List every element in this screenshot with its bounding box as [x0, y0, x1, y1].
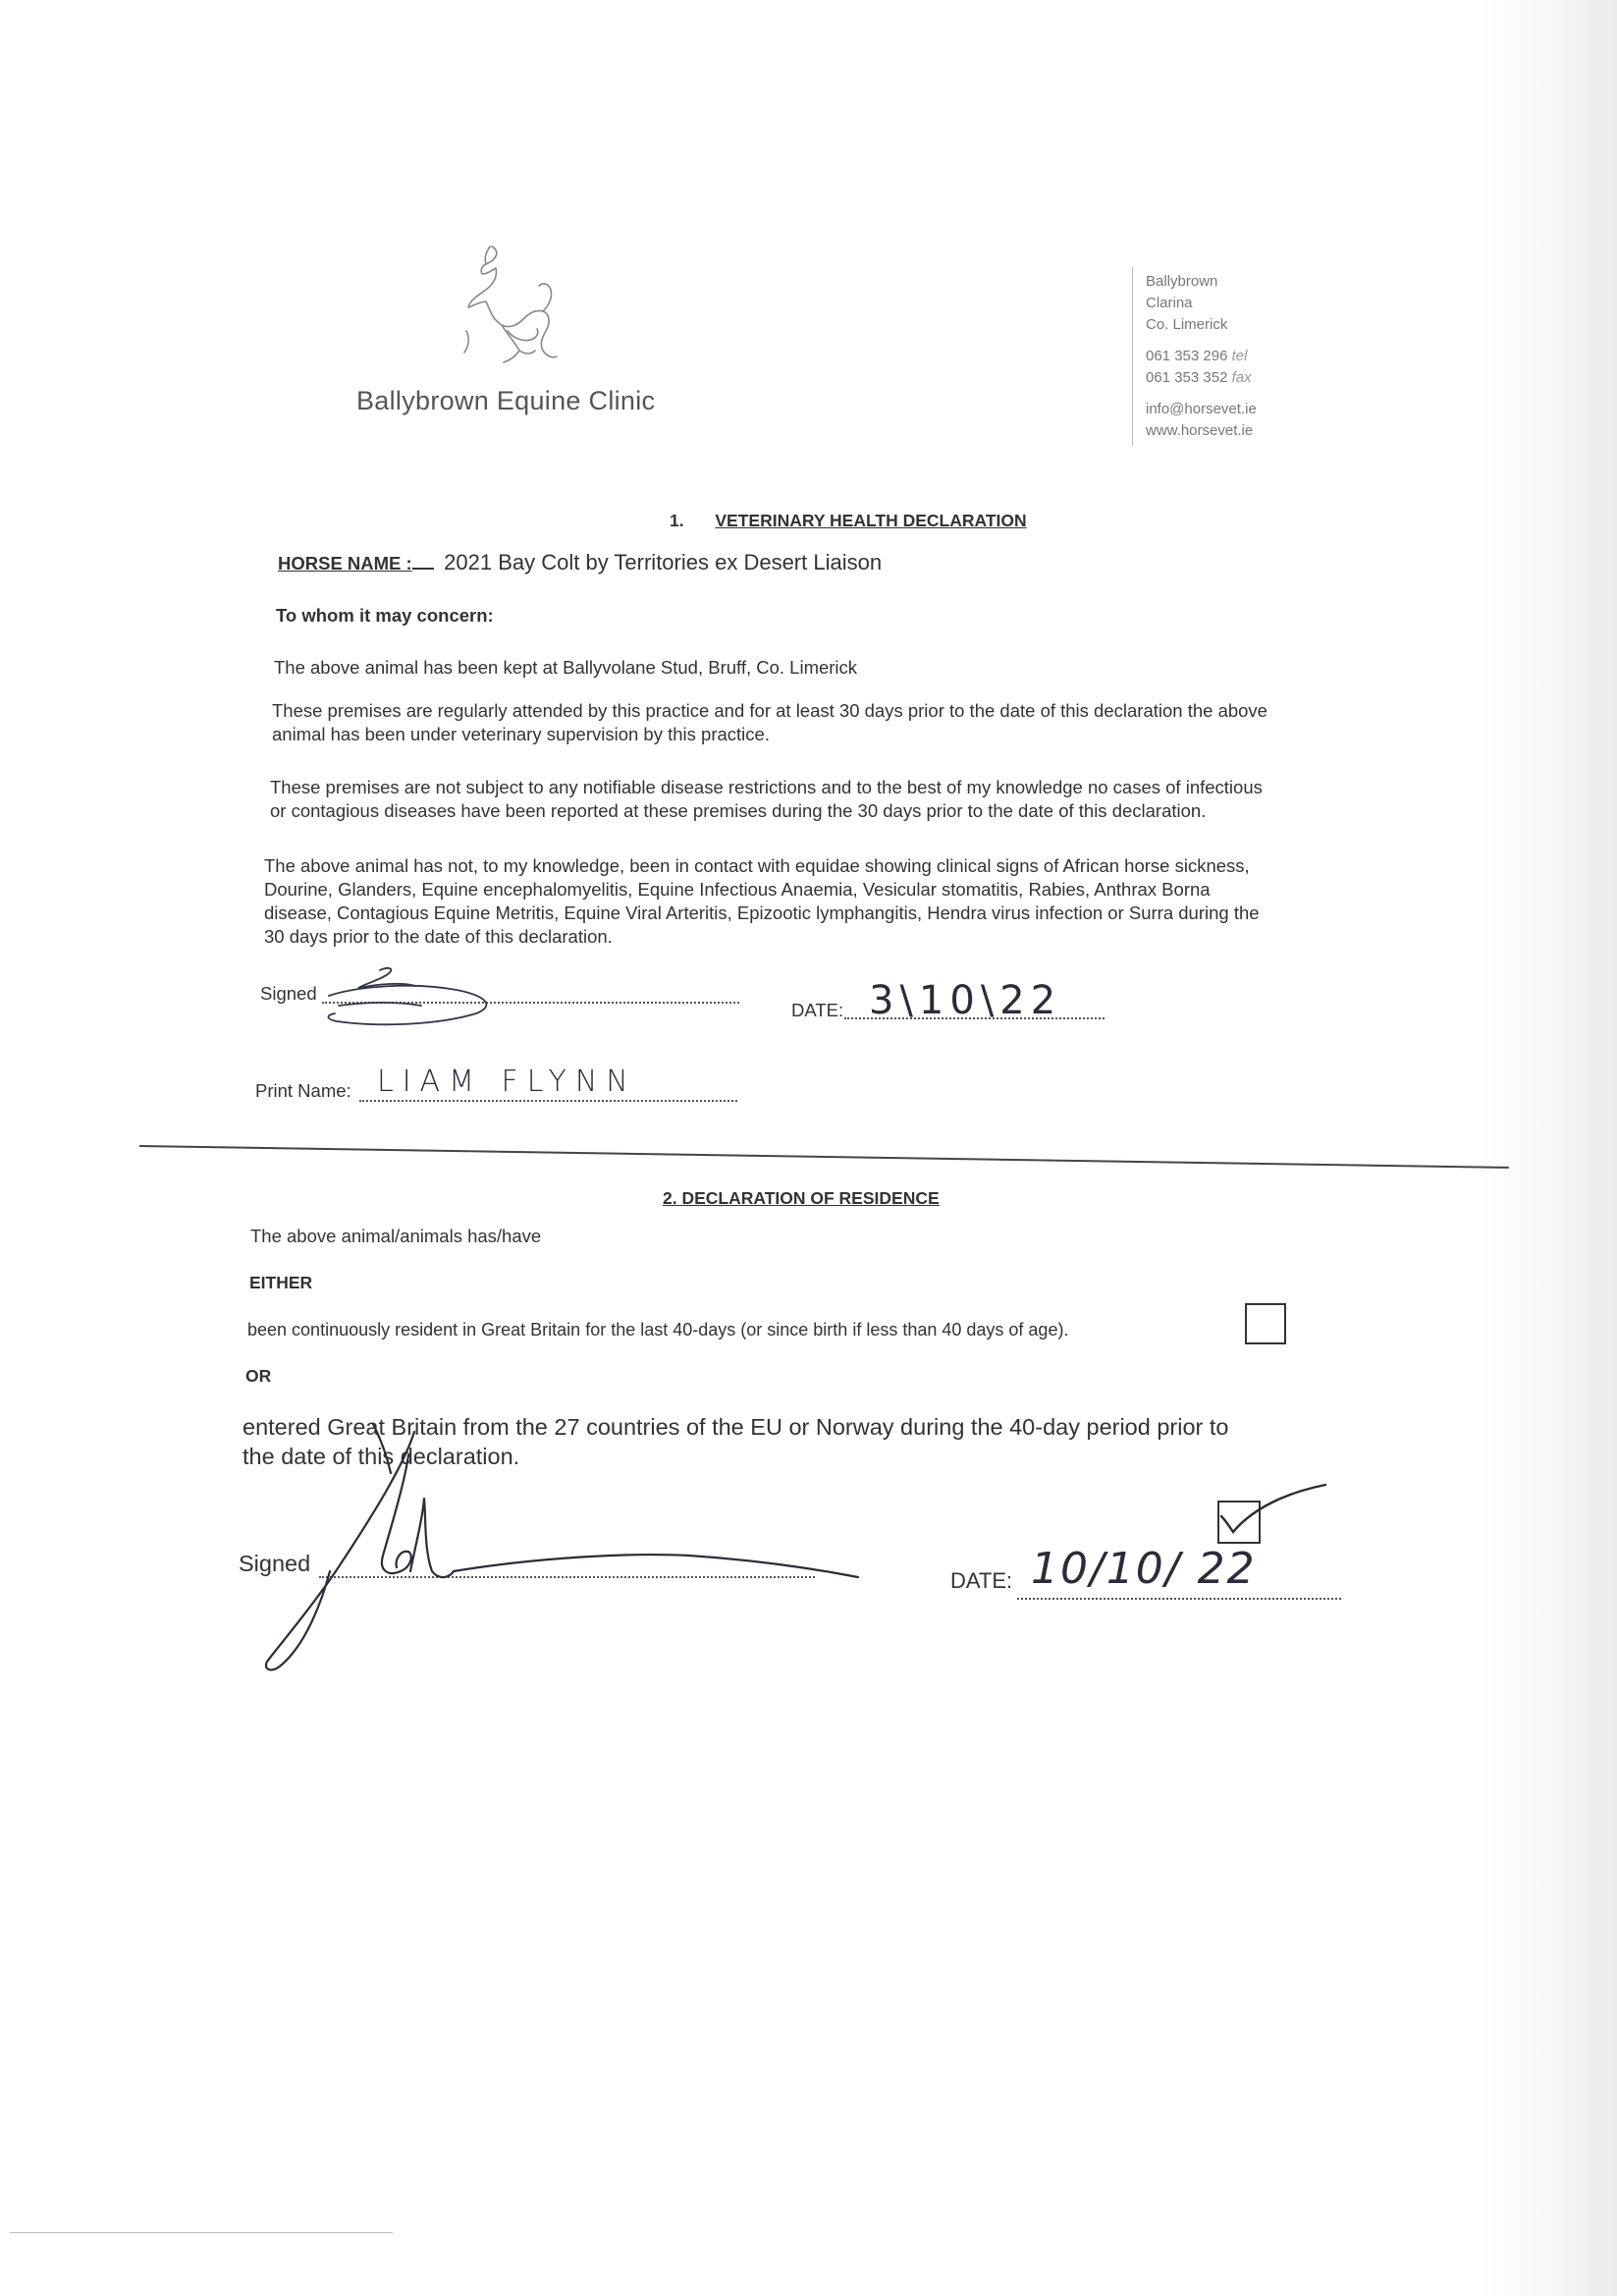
- vet-date-label: DATE:: [791, 1000, 844, 1020]
- owner-signed-label: Signed: [239, 1551, 311, 1576]
- section1-number: 1.: [670, 511, 684, 530]
- checkmark-icon: [1213, 1473, 1331, 1542]
- signature-scribble-icon: [319, 962, 525, 1041]
- owner-signature: [257, 1404, 866, 1679]
- address-line-3: Co. Limerick: [1146, 316, 1228, 333]
- horse-name-value: 2021 Bay Colt by Territories ex Desert Liaison: [444, 550, 883, 574]
- salutation: To whom it may concern:: [276, 605, 494, 626]
- disease-contact-paragraph: The above animal has not, to my knowledge, been in contact with equidae showing clinical signs of African horse sickness, Dourine, Glanders, Equine encephalomyelitis, Equine Infectious Anaemia, Vesicular stomatitis, Rabies, Anthrax Borna disease, Contagious Equine Metritis, Equine Viral Arteritis, Epizootic lymphangitis, Hendra virus infection or Surra during the 30 days prior to the date of this declaration.: [264, 855, 1260, 947]
- print-name-line: [359, 1100, 737, 1102]
- section1-title: VETERINARY HEALTH DECLARATION: [715, 511, 1027, 530]
- scan-bottom-line: [10, 2232, 393, 2233]
- clinic-logo: [447, 241, 574, 378]
- section1-heading: [670, 511, 1027, 531]
- owner-date-line: [1017, 1598, 1341, 1600]
- premises-paragraph: The above animal has been kept at Ballyvolane Stud, Bruff, Co. Limerick: [274, 657, 858, 678]
- scan-edge-shadow: [1480, 0, 1617, 2296]
- website: www.horsevet.ie: [1146, 422, 1254, 439]
- address-line-1: Ballybrown: [1146, 273, 1218, 290]
- option1-checkbox[interactable]: [1245, 1303, 1286, 1344]
- print-name-value: LIAM FLYNN: [377, 1065, 637, 1099]
- vet-signed-label: Signed: [260, 983, 317, 1004]
- signature-scribble-icon: [257, 1404, 866, 1679]
- owner-date-label: DATE:: [950, 1568, 1013, 1593]
- vet-date-value: 3\10\22: [869, 978, 1062, 1023]
- vet-signature: [319, 962, 525, 1041]
- email: info@horsevet.ie: [1146, 401, 1257, 417]
- address-line-2: Clarina: [1146, 295, 1193, 311]
- address-divider: [1132, 267, 1133, 446]
- owner-date-value: 10/10/ 22: [1031, 1544, 1257, 1594]
- horse-name-row: [278, 550, 882, 575]
- fax: 061 353 352 fax: [1146, 369, 1252, 386]
- telephone: 061 353 296 tel: [1146, 348, 1248, 364]
- or-label: OR: [245, 1366, 272, 1386]
- clinic-name: Ballybrown Equine Clinic: [356, 386, 656, 415]
- rearing-horse-icon: [447, 241, 574, 378]
- print-name-label: Print Name:: [255, 1080, 351, 1101]
- section2-title: 2. DECLARATION OF RESIDENCE: [663, 1188, 940, 1208]
- option2-checkmark: [1213, 1473, 1331, 1542]
- horse-name-label: HORSE NAME :: [278, 553, 412, 574]
- option2-text: entered Great Britain from the 27 countries of the EU or Norway during the 40-day period prior to the date of this declaration.: [243, 1414, 1229, 1469]
- supervision-paragraph: These premises are regularly attended by this practice and for at least 30 days prior to the date of this declaration the above animal has been under veterinary supervision by this practice.: [272, 700, 1267, 744]
- option1-text: been continuously resident in Great Britain for the last 40-days (or since birth if less than 40 days of age).: [247, 1320, 1069, 1339]
- either-label: EITHER: [249, 1273, 313, 1292]
- clinic-address: [1146, 271, 1257, 442]
- residence-intro: The above animal/animals has/have: [250, 1226, 542, 1246]
- section-divider: [139, 1145, 1509, 1169]
- restrictions-paragraph: These premises are not subject to any notifiable disease restrictions and to the best of my knowledge no cases of infectious or contagious diseases have been reported at these premises during the 30 days prior to the date of this declaration.: [270, 777, 1263, 821]
